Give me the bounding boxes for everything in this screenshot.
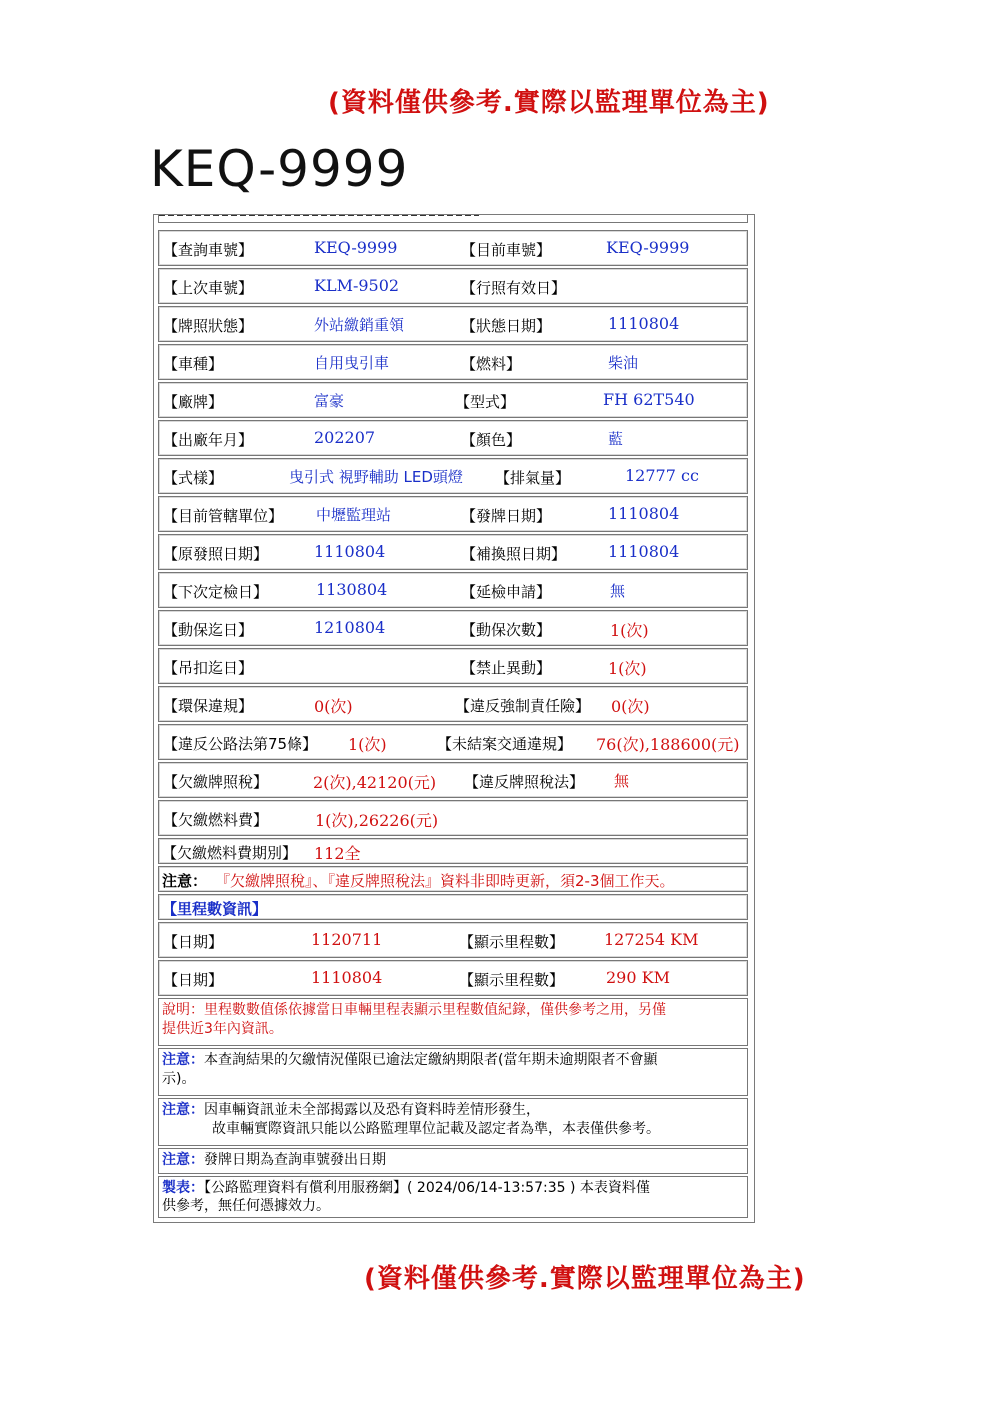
value-transfer-ban: 1(次) (608, 659, 647, 678)
value-mileage-reading: 127254 KM (604, 930, 699, 949)
label-reissue-date: 【補換照日期】 (461, 545, 567, 563)
value-environment-violation: 0(次) (314, 697, 353, 716)
label-vehicle-type: 【車種】 (163, 355, 224, 373)
value-mileage-date: 1120711 (311, 930, 383, 949)
value-insurance-violation: 0(次) (611, 697, 650, 716)
note-source-line2: 供參考，無任何憑據效力。 (162, 1198, 330, 1214)
label-lien-expiry: 【動保迄日】 (163, 621, 254, 639)
value-current-plate: KEQ-9999 (606, 238, 690, 257)
label-previous-plate: 【上次車號】 (163, 279, 254, 297)
label-highway-act-75: 【違反公路法第75條】 (163, 735, 318, 753)
label-next-inspection: 【下次定檢日】 (163, 583, 269, 601)
value-model: FH 62T540 (603, 390, 695, 409)
label-mileage-reading: 【顯示里程數】 (459, 933, 565, 951)
note-data-line1: 因車輛資訊並未全部揭露以及恐有資料時差情形發生， (204, 1102, 540, 1118)
value-mileage-date: 1110804 (311, 968, 383, 987)
label-unpaid-fuel-fee: 【欠繳燃料費】 (163, 811, 269, 829)
value-highway-act-75: 1(次) (348, 735, 387, 754)
note-query-line1: 本查詢結果的欠繳情況僅限已逾法定繳納期限者(當年期未逾期限者不會顯 (204, 1052, 658, 1068)
value-fuel: 柴油 (608, 354, 639, 372)
label-environment-violation: 【環保違規】 (163, 697, 254, 715)
row-plate-status (158, 306, 748, 342)
note-plate (158, 1148, 748, 1174)
notice-fee-text: 『欠繳牌照稅』、『違反牌照稅法』資料非即時更新，須2-3個工作天。 (215, 872, 675, 890)
row-highway-violation (158, 724, 748, 760)
value-unpaid-license-tax: 2(次),42120(元) (313, 773, 437, 792)
note-mileage (158, 998, 748, 1046)
disclaimer-bottom: (資料僅供參考.實際以監理單位為主) (364, 1264, 806, 1294)
label-license-tax-violation: 【違反牌照稅法】 (464, 773, 585, 791)
label-current-plate: 【目前車號】 (461, 241, 552, 259)
value-unpaid-fuel-fee: 1(次),26226(元) (315, 811, 439, 830)
row-previous-plate (158, 268, 748, 304)
label-license-valid-date: 【行照有效日】 (461, 279, 567, 297)
label-plate-status: 【牌照狀態】 (163, 317, 254, 335)
label-fuel: 【燃料】 (461, 355, 522, 373)
value-original-issue-date: 1110804 (314, 542, 386, 561)
cropped-header-row (158, 214, 748, 223)
value-license-tax-violation: 無 (614, 772, 630, 790)
label-original-issue-date: 【原發照日期】 (163, 545, 269, 563)
note-mileage-line1: 說明：里程數數值係依據當日車輛里程表顯示里程數值紀錄，僅供參考之用，另僅 (162, 1002, 666, 1018)
mileage-header: 【里程數資訊】 (162, 900, 268, 918)
value-previous-plate: KLM-9502 (314, 276, 400, 295)
row-next-inspection (158, 572, 748, 608)
label-mileage-date: 【日期】 (163, 971, 224, 989)
note-mileage-line2: 提供近3年內資訊。 (162, 1021, 283, 1037)
value-brand: 富豪 (314, 392, 345, 410)
value-issue-date: 1110804 (608, 504, 680, 523)
value-manufacture-date: 202207 (314, 428, 376, 447)
value-jurisdiction: 中壢監理站 (316, 506, 392, 524)
label-suspension-expiry: 【吊扣迄日】 (163, 659, 254, 677)
row-environment (158, 686, 748, 722)
note-query (158, 1048, 748, 1096)
label-style: 【式樣】 (163, 469, 224, 487)
row-license-tax (158, 762, 748, 798)
note-source-head: 製表： (162, 1180, 204, 1196)
label-fuel-fee-period: 【欠繳燃料費期別】 (162, 844, 298, 862)
label-color: 【顏色】 (461, 431, 522, 449)
label-status-date: 【狀態日期】 (461, 317, 552, 335)
value-plate-status: 外站繳銷重領 (314, 316, 405, 334)
value-mileage-reading: 290 KM (606, 968, 670, 987)
label-issue-date: 【發牌日期】 (461, 507, 552, 525)
value-lien-count: 1(次) (610, 621, 649, 640)
value-lien-expiry: 1210804 (314, 618, 386, 637)
row-lien (158, 610, 748, 646)
label-unsettled-tickets: 【未結案交通違規】 (437, 735, 573, 753)
note-data-line2: 故車輛實際資訊只能以公路監理單位記載及認定者為準，本表僅供參考。 (212, 1121, 660, 1137)
label-brand: 【廠牌】 (163, 393, 224, 411)
vehicle-info-table (153, 214, 755, 1223)
value-unsettled-tickets: 76(次),188600(元) (596, 735, 740, 754)
note-plate-text: 發牌日期為查詢車號發出日期 (204, 1152, 386, 1168)
label-displacement: 【排氣量】 (495, 469, 571, 487)
mileage-header-row (158, 894, 748, 920)
mileage-row (158, 922, 748, 958)
label-query-plate: 【查詢車號】 (163, 241, 254, 259)
label-lien-count: 【動保次數】 (461, 621, 552, 639)
value-reissue-date: 1110804 (608, 542, 680, 561)
row-original-issue (158, 534, 748, 570)
label-mileage-reading: 【顯示里程數】 (459, 971, 565, 989)
label-insurance-violation: 【違反強制責任險】 (455, 697, 591, 715)
label-jurisdiction: 【目前管轄單位】 (163, 507, 284, 525)
row-manufacture-date (158, 420, 748, 456)
value-style: 曳引式 視野輔助 LED頭燈 (289, 468, 463, 486)
row-brand (158, 382, 748, 418)
label-model: 【型式】 (455, 393, 516, 411)
notice-fee-update (158, 866, 748, 892)
label-mileage-date: 【日期】 (163, 933, 224, 951)
value-query-plate: KEQ-9999 (314, 238, 398, 257)
label-transfer-ban: 【禁止異動】 (461, 659, 552, 677)
row-style (158, 458, 748, 494)
value-fuel-fee-period: 112全 (314, 844, 361, 863)
value-color: 藍 (608, 430, 624, 448)
note-source (158, 1176, 748, 1218)
row-query-plate (158, 230, 748, 266)
note-query-line2: 示)。 (162, 1071, 196, 1087)
value-displacement: 12777 cc (625, 466, 699, 485)
value-inspection-extension: 無 (610, 582, 626, 600)
row-fuel-fee-period (158, 838, 748, 864)
label-inspection-extension: 【延檢申請】 (461, 583, 552, 601)
row-fuel-fee (158, 800, 748, 836)
label-manufacture-date: 【出廠年月】 (163, 431, 254, 449)
label-unpaid-license-tax: 【欠繳牌照稅】 (163, 773, 269, 791)
note-data (158, 1098, 748, 1146)
note-source-line1: 【公路監理資料有償利用服務網】( 2024/06/14-13:57:35 ) 本表資料僅 (204, 1180, 650, 1196)
note-plate-head: 注意： (162, 1152, 204, 1168)
note-data-head: 注意： (162, 1102, 204, 1118)
disclaimer-top: (資料僅供參考.實際以監理單位為主) (328, 88, 770, 118)
row-suspension (158, 648, 748, 684)
note-query-head: 注意： (162, 1052, 204, 1068)
row-vehicle-type (158, 344, 748, 380)
value-vehicle-type: 自用曳引車 (314, 354, 390, 372)
plate-title: KEQ-9999 (150, 140, 409, 198)
value-status-date: 1110804 (608, 314, 680, 333)
notice-fee-head: 注意： (162, 872, 208, 890)
row-jurisdiction (158, 496, 748, 532)
value-next-inspection: 1130804 (316, 580, 388, 599)
mileage-row (158, 960, 748, 996)
